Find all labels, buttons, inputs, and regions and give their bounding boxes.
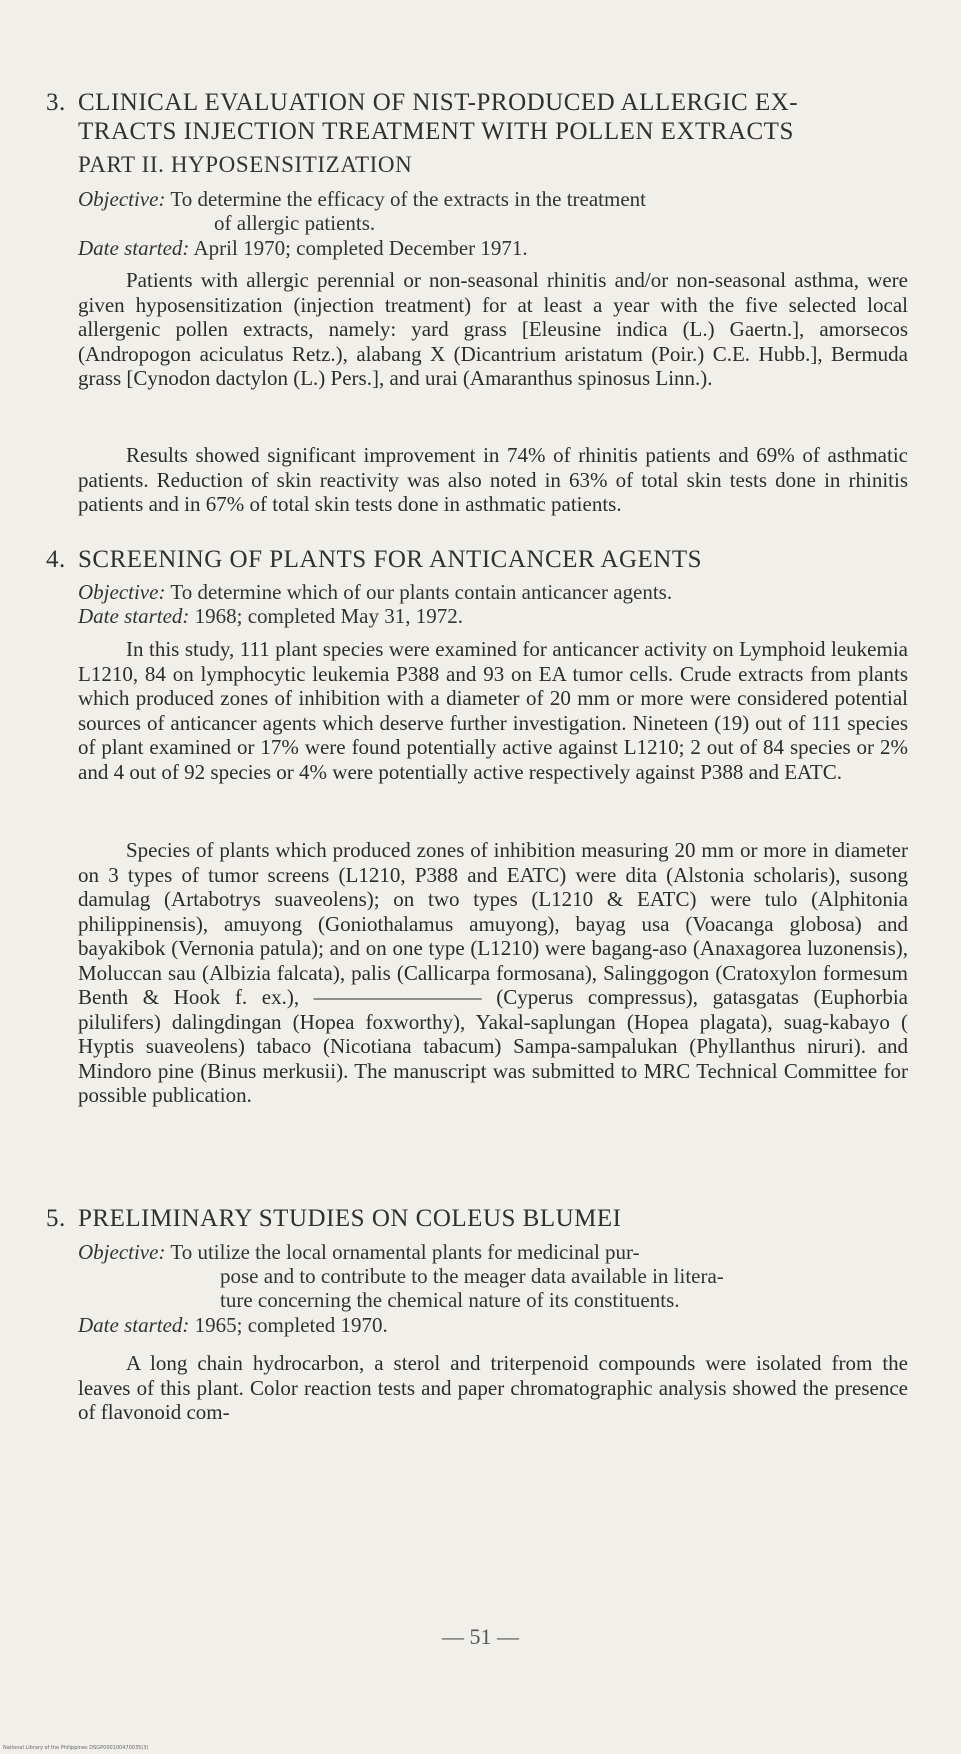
section-4-paragraph-1: In this study, 111 plant species were examined for anticancer activity on Lymphoid leukemia L1210, 84 on lymphocytic leukemia P388 and 93 on EA tumor cells. Crude extracts from plants which produced zones of inhibition with a diameter of 20 mm or more were considered potential sources of anticancer agents which deserve further investigation. Nineteen (19) out of 111 species of plant examined or 17% were found potentially active against L1210; 2 out of 84 species or 2% and 4 out of 92 species or 4% were potentially active respectively against P388 and EATC. bbox=[78, 637, 908, 784]
scan-credit: National Library of the Philippines DSGP000100470035(3) bbox=[3, 1745, 149, 1751]
section-3-date bbox=[78, 236, 908, 260]
objective-line3: ture concerning the chemical nature of its constituents. bbox=[220, 1288, 680, 1312]
section-5-heading bbox=[46, 1204, 908, 1233]
objective-text: To determine which of our plants contain anticancer agents. bbox=[170, 580, 673, 604]
section-3-heading-line1: CLINICAL EVALUATION OF NIST-PRODUCED ALLERGIC EX- bbox=[78, 89, 799, 116]
section-3-paragraph-2: Results showed significant improvement in 74% of rhinitis patients and 69% of asthmatic patients. Reduction of skin reactivity was also noted in 63% of total skin tests done in rhinitis patients and in 67% of total skin tests done in asthmatic patients. bbox=[78, 443, 908, 516]
date-label: Date started: bbox=[78, 1313, 190, 1337]
section-3-heading bbox=[46, 88, 908, 146]
section-4-number: 4. bbox=[46, 546, 66, 573]
section-5-number: 5. bbox=[46, 1205, 66, 1232]
section-3-heading-line2: TRACTS INJECTION TREATMENT WITH POLLEN EXTRACTS bbox=[78, 118, 794, 145]
section-4-heading bbox=[46, 545, 908, 574]
date-text: 1965; completed 1970. bbox=[194, 1313, 388, 1337]
part-heading: PART II. HYPOSENSITIZATION bbox=[78, 152, 413, 177]
objective-line2: of allergic patients. bbox=[214, 211, 376, 235]
date-label: Date started: bbox=[78, 604, 190, 628]
section-3-objective bbox=[78, 187, 908, 235]
section-5-date bbox=[78, 1313, 908, 1337]
date-text: 1968; completed May 31, 1972. bbox=[194, 604, 463, 628]
section-5-objective bbox=[78, 1240, 908, 1312]
date-text: April 1970; completed December 1971. bbox=[193, 236, 528, 260]
objective-label: Objective: bbox=[78, 1240, 166, 1264]
section-4-date bbox=[78, 604, 908, 628]
section-4-objective bbox=[78, 580, 908, 604]
objective-line2: pose and to contribute to the meager data available in litera- bbox=[220, 1264, 724, 1288]
section-4-heading-text: SCREENING OF PLANTS FOR ANTICANCER AGENTS bbox=[78, 546, 703, 573]
page-number: — 51 — bbox=[442, 1624, 519, 1649]
objective-label: Objective: bbox=[78, 580, 166, 604]
section-3-paragraph-1: Patients with allergic perennial or non-seasonal rhinitis and/or non-seasonal asthma, were given hyposensitization (injection treatment) for at least a year with the five selected local allergenic pollen extracts, namely: yard grass [Eleusine indica (L.) Gaertn.], amorsecos (Andropogon aciculatus Retz.), alabang X (Dicantrium aristatum (Poir.) C.E. Hubb.], Bermuda grass [Cynodon dactylon (L.) Pers.], and urai (Amaranthus spinosus Linn.). bbox=[78, 268, 908, 390]
section-5-heading-text: PRELIMINARY STUDIES ON COLEUS BLUMEI bbox=[78, 1205, 622, 1232]
section-4-paragraph-2: Species of plants which produced zones of inhibition measuring 20 mm or more in diameter on 3 types of tumor screens (L1210, P388 and EATC) were dita (Alstonia scholaris), susong damulag (Artabotrys suaveolens); on two types (L1210 & EATC) were tulo (Alphitonia philippinensis), amuyong (Goniothalamus amuyong), bayag usa (Voacanga globosa) and bayakibok (Vernonia patula); and on one type (L1210) were bagang-aso (Anaxagorea luzonensis), Moluccan sau (Albizia falcata), palis (Callicarpa formosana), Salinggogon (Cratoxylon formesum Benth & Hook f. ex.), ———————— (Cyperus compressus), gatasgatas (Euphorbia pilulifers) dalingdingan (Hopea foxworthy), Yakal-saplungan (Hopea plagata), suag-kabayo ( Hyptis suaveolens) tabaco (Nicotiana tabacum) Sampa-sampalukan (Phyllanthus niruri). and Mindoro pine (Binus merkusii). The manuscript was submitted to MRC Technical Committee for possible publication. bbox=[78, 838, 908, 1107]
objective-label: Objective: bbox=[78, 187, 166, 211]
section-3-number: 3. bbox=[46, 89, 66, 116]
date-label: Date started: bbox=[78, 236, 190, 260]
objective-line1: To determine the efficacy of the extracts in the treatment bbox=[170, 187, 647, 211]
section-5-paragraph-1: A long chain hydrocarbon, a sterol and triterpenoid compounds were isolated from the leaves of this plant. Color reaction tests and paper chromatographic analysis showed the presence of flavonoid com- bbox=[78, 1351, 908, 1424]
objective-line1: To utilize the local ornamental plants for medicinal pur- bbox=[170, 1240, 640, 1264]
